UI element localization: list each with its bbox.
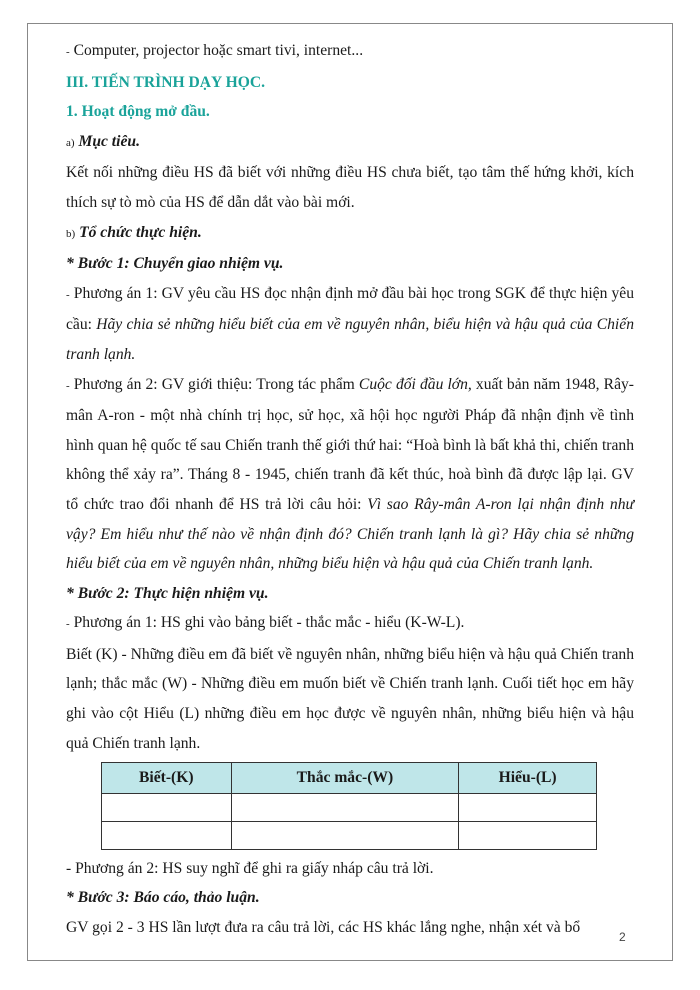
step-2-option-1: - Phương án 1: HS ghi vào bảng biết - thắc mắc - hiểu (K-W-L). <box>66 614 465 632</box>
option-2-paragraph: - Phương án 2: GV giới thiệu: Trong tác phẩm Cuộc đối đầu lớn, xuất bản năm 1948, Rây-mân A-ron - một nhà chính trị học, sử học, xã hội học người Pháp đã nhận định về tình hình quan hệ quốc tế sau Chiến tranh thế giới thứ hai: “Hoà bình là bất khả thi, chiến tranh không thể xảy ra”. Tháng 8 - 1945, chiến tranh đã kết thúc, hoà bình đã được lập lại. GV tổ chức trao đổi nhanh để HS trả lời câu hỏi: Vì sao Rây-mân A-ron lại nhận định như vậy? Em hiểu như thế nào về nhận định đó? Chiến tranh lạnh là gì? Hãy chia sẻ những hiểu biết của em về nguyên nhân, những biểu hiện và hậu quả của Chiến tranh lạnh. <box>66 375 634 573</box>
kwl-cell <box>102 793 232 821</box>
kwl-header-row <box>102 763 597 794</box>
kwl-cell <box>459 821 597 849</box>
step-2-option-2: - Phương án 2: HS suy nghĩ để ghi ra giấy nháp câu trả lời. <box>66 859 434 877</box>
kwl-header-learned: Hiểu-(L) <box>459 763 597 794</box>
kwl-empty-row <box>102 793 597 821</box>
objective-text: Kết nối những điều HS đã biết với những điều HS chưa biết, tạo tâm thế hứng khởi, kích thích sự tò mò của HS để dẫn dắt vào bài mới. <box>66 164 634 211</box>
step-1-heading: * Bước 1: Chuyển giao nhiệm vụ. <box>66 255 284 273</box>
document-body <box>66 36 634 943</box>
kwl-header-want: Thắc mắc-(W) <box>231 763 459 794</box>
step-2-heading: * Bước 2: Thực hiện nhiệm vụ. <box>66 584 269 602</box>
section-heading: III. TIẾN TRÌNH DẠY HỌC. <box>66 73 266 91</box>
page-number: 2 <box>619 930 626 944</box>
activity-heading: 1. Hoạt động mở đầu. <box>66 103 210 121</box>
option-1-paragraph: - Phương án 1: GV yêu cầu HS đọc nhận định mở đầu bài học trong SGK để thực hiện yêu cầu: Hãy chia sẻ những hiểu biết của em về nguyên nhân, biểu hiện và hậu quả của Chiến tranh lạnh. <box>66 284 634 363</box>
kwl-cell <box>231 821 459 849</box>
objective-heading: a) Mục tiêu. <box>66 132 140 150</box>
kwl-explanation: Biết (K) - Những điều em đã biết về nguyên nhân, những biểu hiện và hậu quả Chiến tranh lạnh; thắc mắc (W) - Những điều em muốn biết về Chiến tranh lạnh. Cuối tiết học em hãy ghi vào cột Hiểu (L) những điều em học được về nguyên nhân, những biểu hiện và hậu quả Chiến tranh lạnh. <box>66 645 634 752</box>
organize-heading: b) Tổ chức thực hiện. <box>66 223 202 241</box>
kwl-table <box>101 762 597 850</box>
step-3-heading: * Bước 3: Báo cáo, thảo luận. <box>66 889 260 907</box>
equipment-line: - Computer, projector hoặc smart tivi, internet... <box>66 42 364 59</box>
kwl-cell <box>102 821 232 849</box>
step-3-text: GV gọi 2 - 3 HS lần lượt đưa ra câu trả lời, các HS khác lắng nghe, nhận xét và bổ <box>66 919 581 937</box>
kwl-header-know: Biết-(K) <box>102 763 232 794</box>
kwl-cell <box>459 793 597 821</box>
kwl-cell <box>231 793 459 821</box>
kwl-empty-row <box>102 821 597 849</box>
